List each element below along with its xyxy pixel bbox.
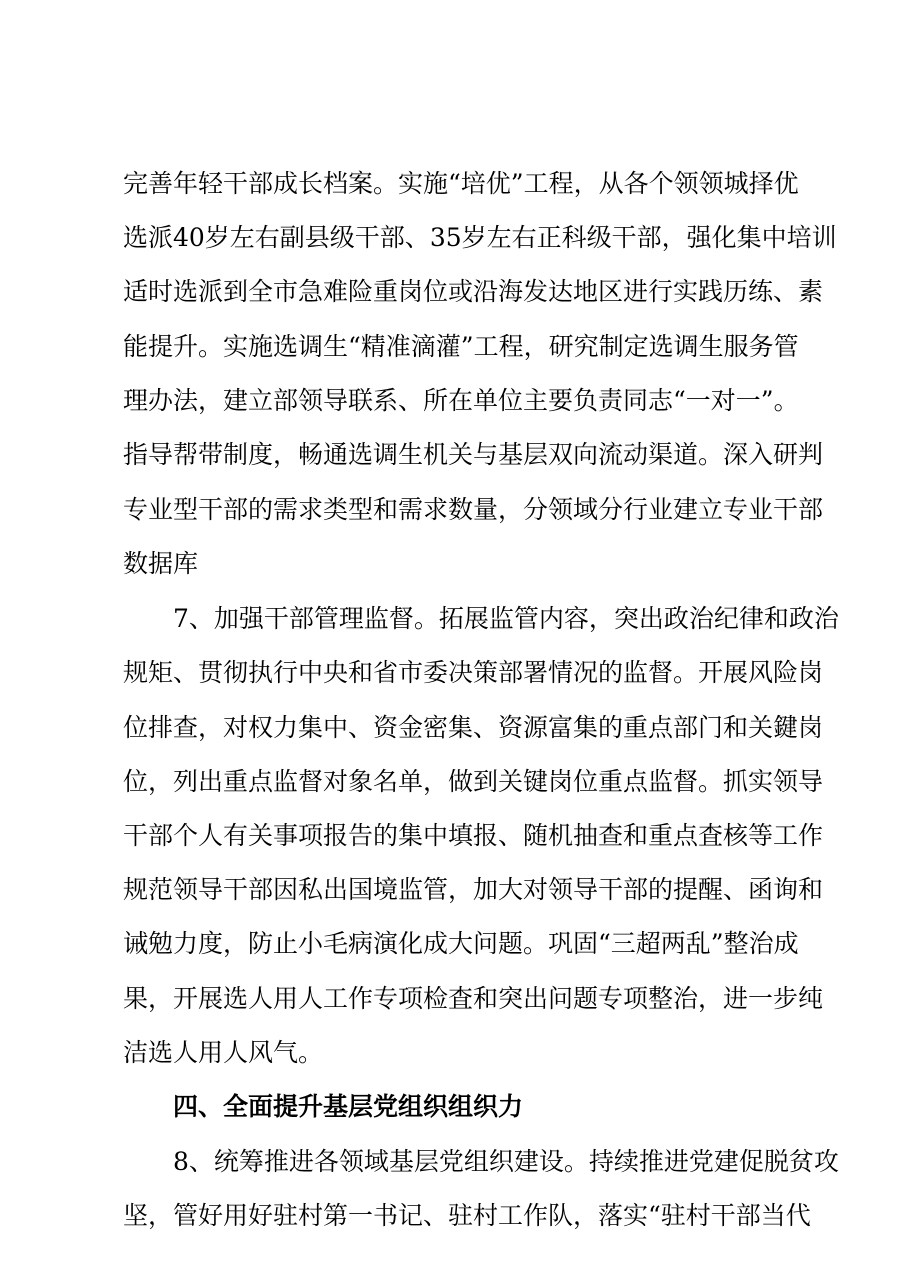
section-heading: 四、全面提升基层党组织组织力: [173, 1092, 524, 1121]
text-line: 洁选人用人风气。: [123, 1038, 324, 1067]
text-line: 坚，管好用好驻村第一书记、驻村工作队，落实“驻村干部当代: [123, 1201, 811, 1230]
text-line: 干部个人有关事项报告的集中填报、随机抽查和重点査核等工作: [123, 821, 824, 850]
text-line: 完善年轻干部成长档案。实施“培优”工程，从各个领领城择优: [123, 169, 799, 198]
text-line: 规范领导干部因私出国境监管，加大对领导干部的提醒、函询和: [123, 875, 824, 904]
text-line: 理办法，建立部领导联系、所在单位主要负责同志“一对一”。: [123, 386, 799, 415]
text-line: 规矩、贯彻执行中央和省市委决策部署情况的监督。开展风险岗: [123, 658, 824, 687]
text-line: 位，列出重点监督对象名单，做到关键岗位重点监督。抓实领导: [123, 767, 824, 796]
text-line: 诫勉力度，防止小毛病演化成大问题。巩固“三超两乱”整治成: [123, 929, 799, 958]
text-line: 适时选派到全市急难险重岗位或沿海发达地区进行实践历练、素: [123, 277, 824, 306]
text-line: 果，开展选人用人工作专项检査和突出问题专项整治，进一步纯: [123, 984, 824, 1013]
text-line: 指导帮带制度，畅通选调生机关与基层双向流动渠道。深入研判: [123, 440, 824, 469]
paragraph-first-line: 8、统筹推进各领域基层党组织建设。持续推进党建促脱贫攻: [173, 1147, 839, 1176]
paragraph-first-line: 7、加强干部管理监督。拓展监管内容，突出政治纪律和政治: [173, 604, 839, 633]
text-line: 专业型干部的需求类型和需求数量，分领域分行业建立专业干部: [123, 495, 824, 524]
text-line: 能提升。实施选调生“精准滴灌”工程，研究制定选调生服务管: [123, 332, 799, 361]
text-line: 数据库: [123, 549, 199, 578]
text-line: 位排查，对权力集中、资金密集、资源富集的重点部门和关鍵岗: [123, 713, 824, 742]
text-line: 选派40岁左右副县级干部、35岁左右正科级干部，强化集中培训: [123, 223, 837, 252]
